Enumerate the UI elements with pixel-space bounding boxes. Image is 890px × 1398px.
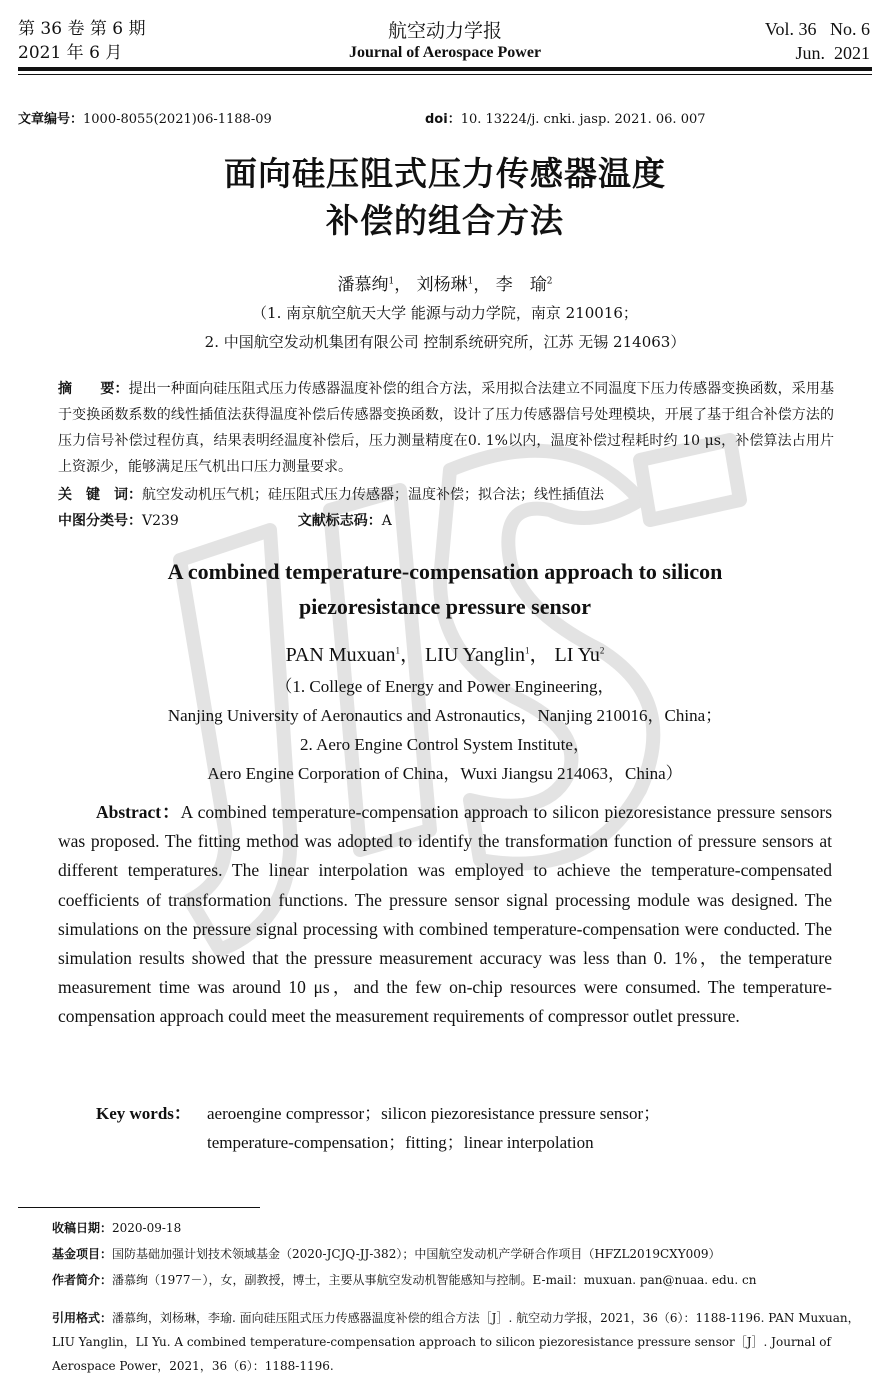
classification xyxy=(58,508,834,534)
volume-issue-en: Vol. 36 No. 6 xyxy=(764,19,870,39)
doc-code-value: A xyxy=(381,513,392,529)
keywords-cn-label: 关 键 词： xyxy=(58,487,142,503)
abstract-en xyxy=(58,798,832,1032)
keywords-cn xyxy=(58,482,834,508)
abstract-en-label: Abstract： xyxy=(96,802,181,822)
footnote-fund: 基金项目：国防基础加强计划技术领域基金（2020-JCJQ-JJ-382）；中国航空发动机产学研合作项目（HFZL2019CXY009） xyxy=(52,1247,721,1261)
article-number-value: 1000-8055(2021)06-1188-09 xyxy=(83,112,272,127)
clc-label: 中图分类号： xyxy=(58,513,142,529)
affiliation-en-line-1: （1. College of Energy and Power Engineering， xyxy=(275,677,615,696)
journal-name-cn: 航空动力学报 xyxy=(387,20,502,42)
author-en: PAN Muxuan xyxy=(285,644,396,666)
title-cn-line-2: 补偿的组合方法 xyxy=(326,201,564,240)
keywords-en-line-1: aeroengine compressor；silicon piezoresistance pressure sensor； xyxy=(207,1104,661,1123)
volume-issue-cn: 第 36 卷 第 6 期 xyxy=(18,19,146,39)
footnote-rule xyxy=(18,1207,260,1208)
keywords-en-label: Key words： xyxy=(96,1104,191,1123)
title-en-line-1: A combined temperature-compensation approach to silicon xyxy=(167,559,723,584)
author-cn: 潘慕绚 xyxy=(337,275,389,295)
abstract-en-text: A combined temperature-compensation approach to silicon piezoresistance pressure sensors was proposed. The fitting method was adopted to identify the transformation function of pressure sensors at different temperatures. The linear interpolation was employed to achieve the temperature-compensated coefficients of transformation functions. The pressure sensor signal processing module was designed. The simulations on the pressure signal processing with combined temperature-compensation were conducted. The simulation results showed that the pressure measurement accuracy was less than 0. 1%，the temperature measurement time was around 10 μs，and the few on-chip resources were consumed. The temperature-compensation approach could meet the measurement requirements of compressor outlet pressure. xyxy=(58,802,832,1027)
author-en: LIU Yanglin xyxy=(424,644,525,666)
keywords-en-line-2: temperature-compensation；fitting；linear interpolation xyxy=(207,1133,594,1152)
affiliation-cn-line-1: （1. 南京航空航天大学 能源与动力学院，南京 210016； xyxy=(252,304,638,322)
article-number xyxy=(18,108,272,127)
title-cn-line-1: 面向硅压阻式压力传感器温度 xyxy=(224,154,666,193)
header-rule-thin xyxy=(18,74,872,75)
footnote-received: 收稿日期：2020-09-18 xyxy=(52,1221,182,1235)
abstract-cn-text: 提出一种面向硅压阻式压力传感器温度补偿的组合方法，采用拟合法建立不同温度下压力传感器变换函数，采用基于变换函数系数的线性插值法获得温度补偿后传感器变换函数，设计了压力传感器信号处理模块，开展了基于组合补偿方法的压力信号补偿过程仿真，结果表明经温度补偿后，压力测量精度在0. 1%以内，温度补偿过程耗时约 10 μs，补偿算法占用片上资源少，能够满足压气机出口压力测量要求。 xyxy=(58,381,835,475)
footnote-citation: 引用格式：潘慕绚，刘杨琳，李瑜. 面向硅压阻式压力传感器温度补偿的组合方法［J］. 航空动力学报，2021，36（6）：1188-1196. PAN Muxuan，LIU Yanglin，LI Yu. A combined temperature-compensation approach to silicon piezoresistance pressure sensor［J］. Journal of Aerospace Power，2021，36（6）：1188-1196. xyxy=(52,1311,860,1373)
doi-label: doi： xyxy=(425,112,461,127)
doi xyxy=(425,108,706,127)
title-en-line-2: piezoresistance pressure sensor xyxy=(298,594,592,619)
header-rule-thick xyxy=(18,67,872,71)
affiliation-en-line-3: 2. Aero Engine Control System Institute， xyxy=(300,735,590,754)
footnote-author-bio: 作者简介：潘慕绚（1977－），女，副教授，博士，主要从事航空发动机智能感知与控制。E-mail：muxuan. pan@nuaa. edu. cn xyxy=(52,1273,757,1287)
abstract-cn xyxy=(58,376,834,480)
author-cn: 刘杨琳 xyxy=(416,275,468,295)
date-en: Jun. 2021 xyxy=(795,43,870,63)
doc-code-label: 文献标志码： xyxy=(297,513,382,529)
authors-en: PAN Muxuan$^1$， LIU Yanglin$^1$， LI Yu$^2$ xyxy=(285,644,605,666)
affiliation-en-line-2: Nanjing University of Aeronautics and Astronautics，Nanjing 210016，China； xyxy=(167,706,723,725)
author-en: LI Yu xyxy=(554,644,600,666)
affiliation-en-line-4: Aero Engine Corporation of China，Wuxi Jiangsu 214063，China） xyxy=(207,764,683,783)
author-cn: 李 瑜 xyxy=(495,275,547,295)
authors-cn: 潘慕绚$^1$， 刘杨琳$^1$， 李 瑜$^2$ xyxy=(337,275,553,295)
article-number-label: 文章编号： xyxy=(18,112,84,127)
journal-name-en: Journal of Aerospace Power xyxy=(348,44,542,61)
date-cn: 2021 年 6 月 xyxy=(18,43,123,63)
abstract-cn-label: 摘 要： xyxy=(58,381,129,397)
doi-value: 10. 13224/j. cnki. jasp. 2021. 06. 007 xyxy=(460,112,706,127)
clc-value: V239 xyxy=(142,513,179,529)
keywords-cn-text: 航空发动机压气机；硅压阻式压力传感器；温度补偿；拟合法；线性插值法 xyxy=(142,487,604,503)
affiliation-cn-line-2: 2. 中国航空发动机集团有限公司 控制系统研究所，江苏 无锡 214063） xyxy=(204,333,686,351)
